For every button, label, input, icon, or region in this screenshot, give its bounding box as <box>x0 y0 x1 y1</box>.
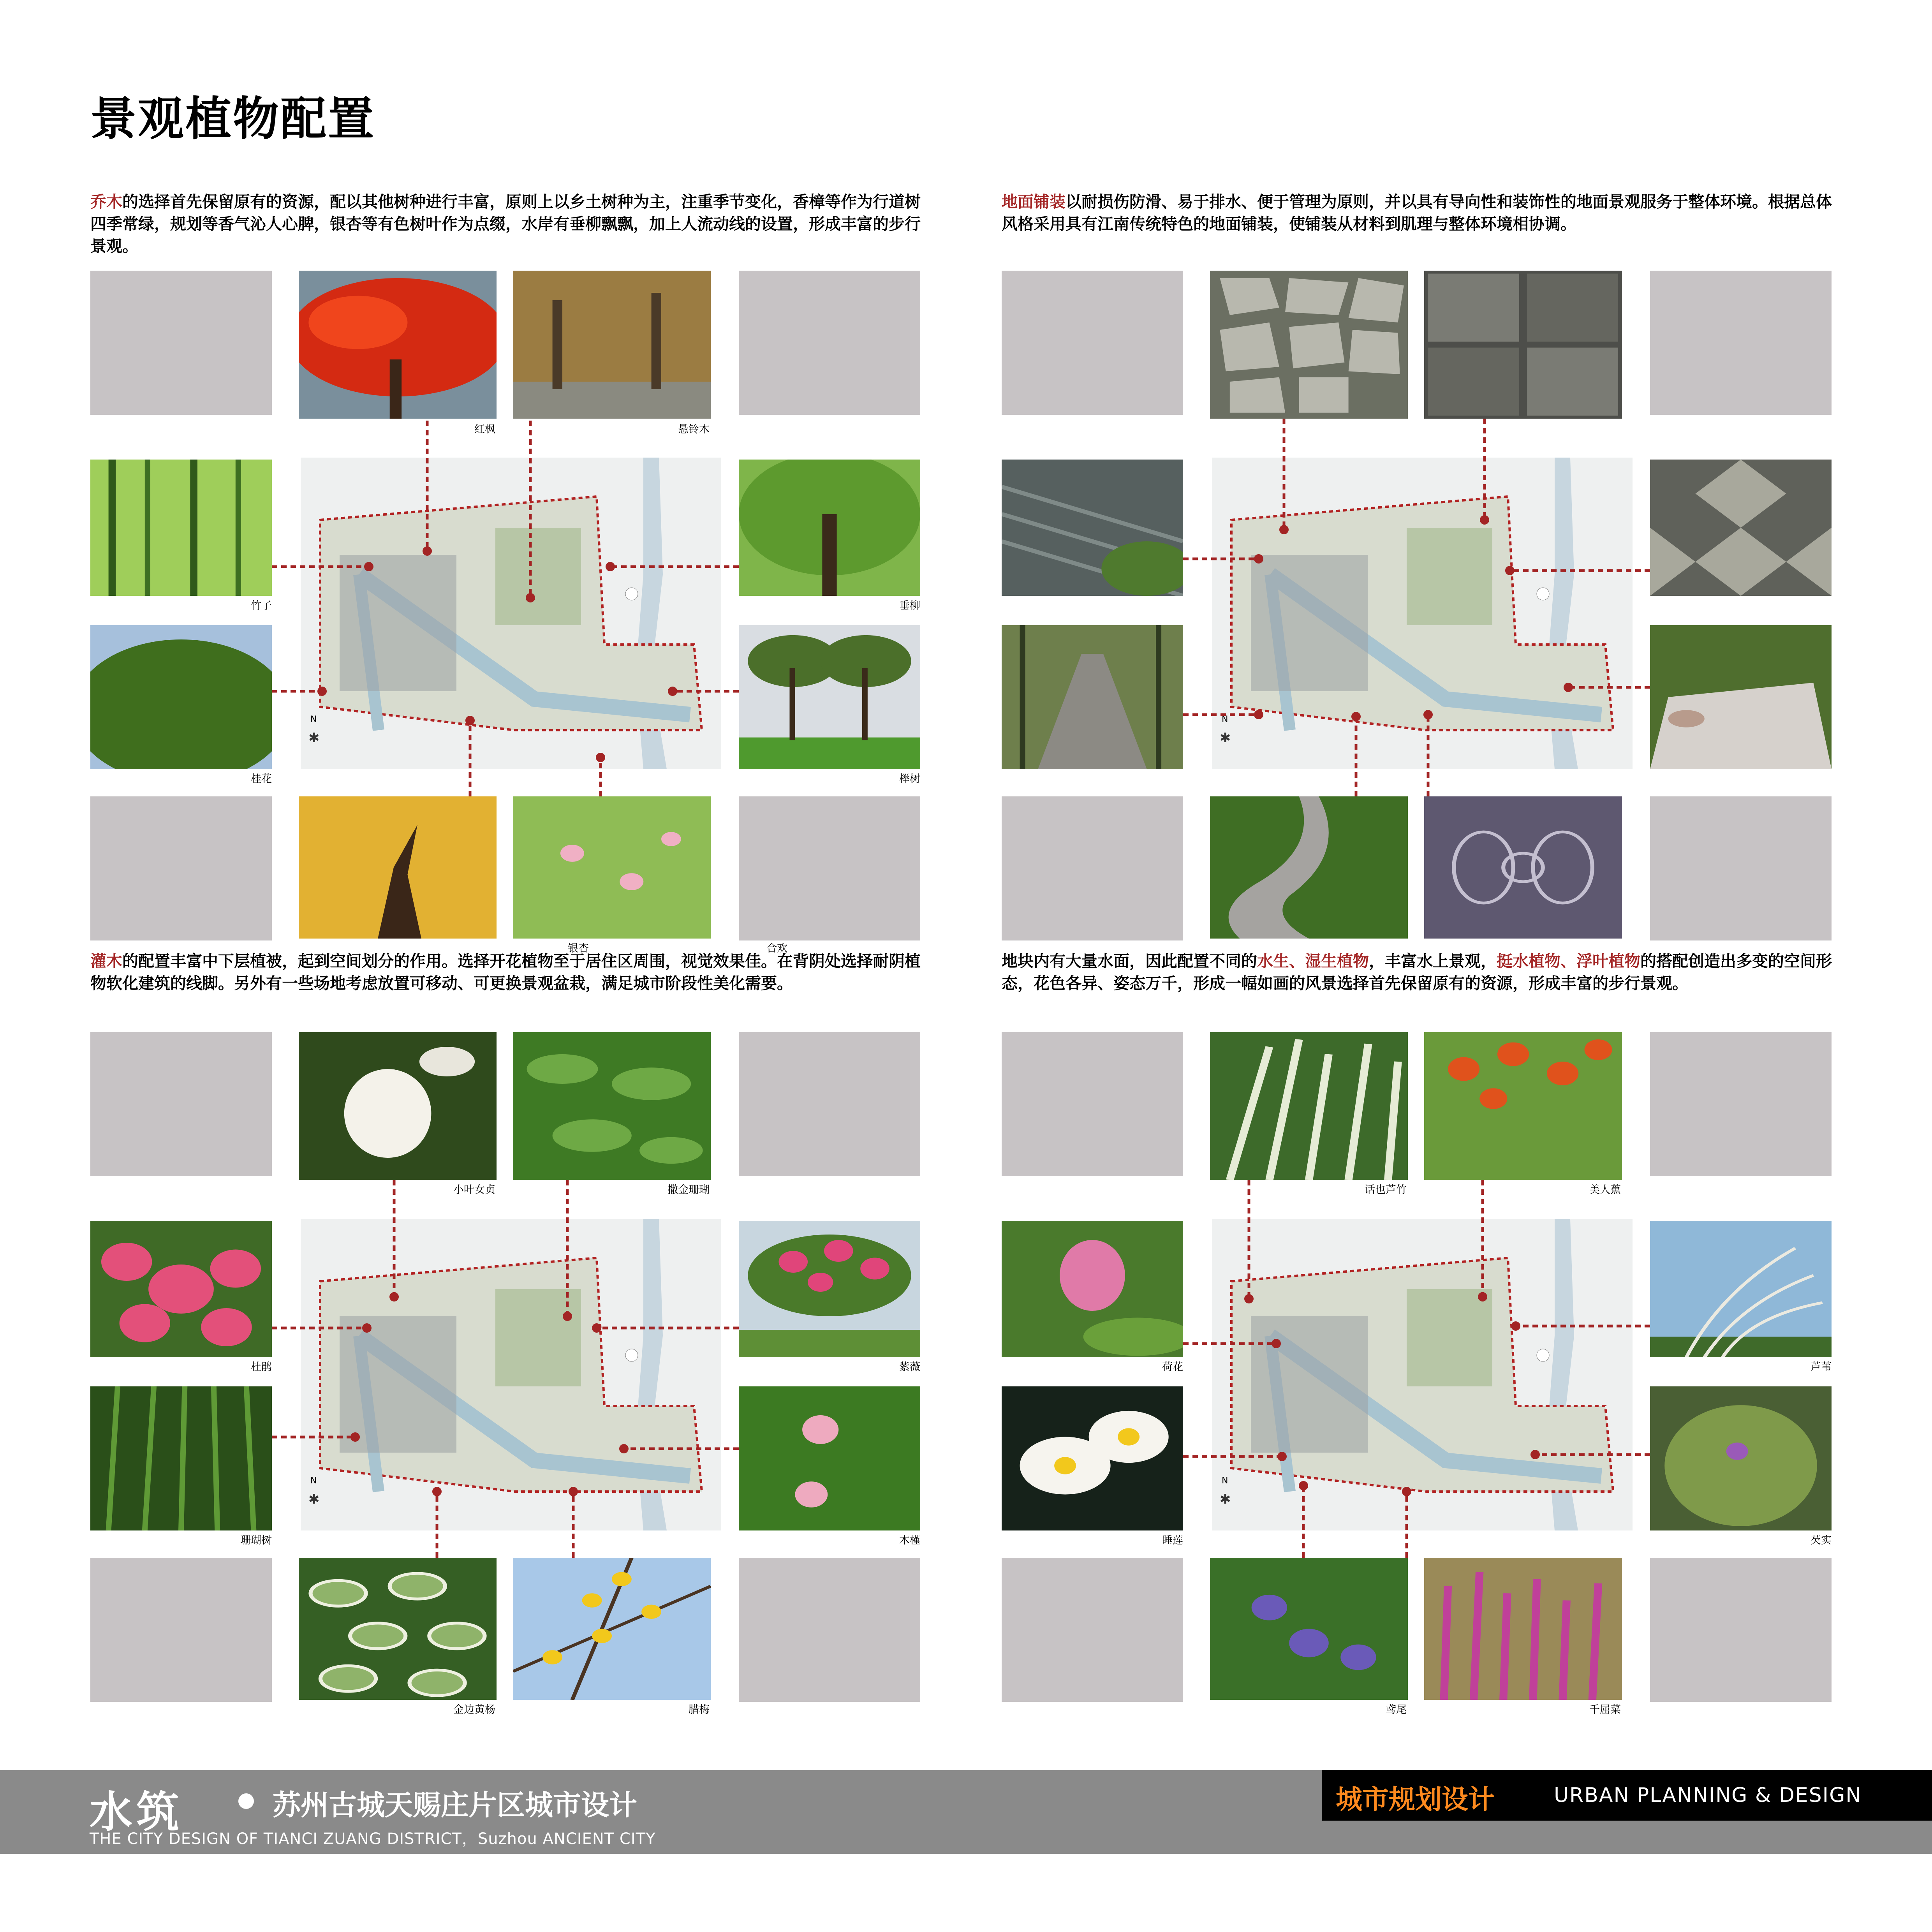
callout-leaders <box>90 1032 932 1749</box>
caption-iris: 鸢尾 <box>1386 1704 1407 1716</box>
shrubs-panel <box>90 1032 932 1749</box>
caption-wintersweet: 腊梅 <box>689 1704 710 1716</box>
caption-zelkova: 榉树 <box>899 773 920 785</box>
north-label: N <box>310 715 317 724</box>
caption-willow: 垂柳 <box>899 600 920 612</box>
north-arrow-icon: ✱ <box>308 1492 320 1507</box>
caption-aucuba: 撒金珊瑚 <box>667 1184 710 1196</box>
caption-privet: 小叶女贞 <box>453 1184 495 1196</box>
caption-water-lily: 睡莲 <box>1162 1534 1183 1546</box>
callout-leaders <box>1002 1032 1843 1749</box>
paving-intro <box>1002 191 1839 235</box>
aquatic-panel <box>1002 1032 1843 1749</box>
north-arrow-icon: ✱ <box>1220 730 1231 746</box>
caption-euryale: 芡实 <box>1810 1534 1832 1546</box>
caption-reed: 芦苇 <box>1810 1361 1832 1373</box>
trees-intro-highlight: 乔木 <box>90 192 122 211</box>
footer-bar <box>0 1770 1932 1854</box>
paving-intro-text: 以耐损伤防滑、易于排水、便于管理为原则，并以具有导向性和装饰性的地面景观服务于整体环境。根据总体风格采用具有江南传统特色的地面铺装，使铺装从材料到肌理与整体环境相协调。 <box>1002 192 1832 233</box>
caption-ginkgo: 银杏 <box>568 942 589 955</box>
aquatic-intro <box>1002 950 1839 995</box>
aquatic-intro-text-3: 的搭配创造出多变的空间形态，花色各异、姿态万千，形成一幅如画的风景选择首先保留原有的资源，形成丰富的步行景观。 <box>1002 952 1832 993</box>
caption-red-maple: 红枫 <box>474 423 495 435</box>
category-label-en: URBAN PLANNING & DESIGN <box>1554 1784 1862 1807</box>
project-title-cn: 苏州古城天赐庄片区城市设计 <box>273 1789 638 1821</box>
aquatic-intro-highlight-1: 水生、湿生植物 <box>1257 952 1369 970</box>
trees-intro <box>90 191 928 257</box>
shrubs-intro-highlight: 灌木 <box>90 952 122 970</box>
bullet-dot <box>238 1793 254 1809</box>
caption-azalea: 杜鹃 <box>251 1361 272 1373</box>
callout-leaders <box>90 271 932 987</box>
callout-leaders <box>1002 271 1843 987</box>
shrubs-intro-text: 的配置丰富中下层植被，起到空间划分的作用。选择开花植物至于居住区周围，视觉效果佳。在背阴处选择耐阴植物软化建筑的线脚。另外有一些场地考虑放置可移动、可更换景观盆栽，满足城市阶段性美化需要。 <box>90 952 921 993</box>
north-arrow-icon: ✱ <box>1220 1492 1231 1507</box>
trees-intro-text: 的选择首先保留原有的资源，配以其他树种进行丰富，原则上以乡土树种为主，注重季节变化，香樟等作为行道树四季常绿，规划等香气沁人心脾，银杏等有色树叶作为点缀，水岸有垂柳飘飘，加上人流动线的设置，形成丰富的步行景观。 <box>90 192 921 255</box>
caption-bamboo: 竹子 <box>251 600 272 612</box>
aquatic-intro-highlight-2: 挺水植物、浮叶植物 <box>1497 952 1640 970</box>
page-title: 景观植物配置 <box>90 92 376 146</box>
paving-intro-highlight: 地面铺装 <box>1002 192 1066 211</box>
project-title-en: THE CITY DESIGN OF TIANCI ZUANG DISTRICT，Suzhou ANCIENT CITY <box>90 1830 656 1848</box>
caption-plane-tree: 悬铃木 <box>678 423 710 435</box>
north-label: N <box>1222 1476 1228 1486</box>
caption-silk-tree: 合欢 <box>766 942 787 955</box>
north-label: N <box>1222 715 1228 724</box>
caption-osmanthus: 桂花 <box>251 773 272 785</box>
north-label: N <box>310 1476 317 1486</box>
caption-arundo: 话也芦竹 <box>1365 1184 1407 1196</box>
caption-euonymus: 金边黄杨 <box>453 1704 495 1716</box>
trees-panel <box>90 271 932 987</box>
caption-lotus: 荷花 <box>1162 1361 1183 1373</box>
caption-hibiscus: 木槿 <box>899 1534 920 1546</box>
shrubs-intro <box>90 950 928 995</box>
category-label-cn: 城市规划设计 <box>1336 1784 1495 1815</box>
paving-panel <box>1002 271 1843 987</box>
caption-crape-myrtle: 紫薇 <box>899 1361 920 1373</box>
brand-logo: 水筑 <box>90 1787 183 1837</box>
caption-canna: 美人蕉 <box>1589 1184 1621 1196</box>
caption-loosestrife: 千屈菜 <box>1589 1704 1621 1716</box>
aquatic-intro-text-1: 地块内有大量水面，因此配置不同的 <box>1002 952 1257 970</box>
caption-sweet-viburnum: 珊瑚树 <box>240 1534 272 1546</box>
aquatic-intro-text-2: ，丰富水上景观， <box>1369 952 1497 970</box>
north-arrow-icon: ✱ <box>308 730 320 746</box>
